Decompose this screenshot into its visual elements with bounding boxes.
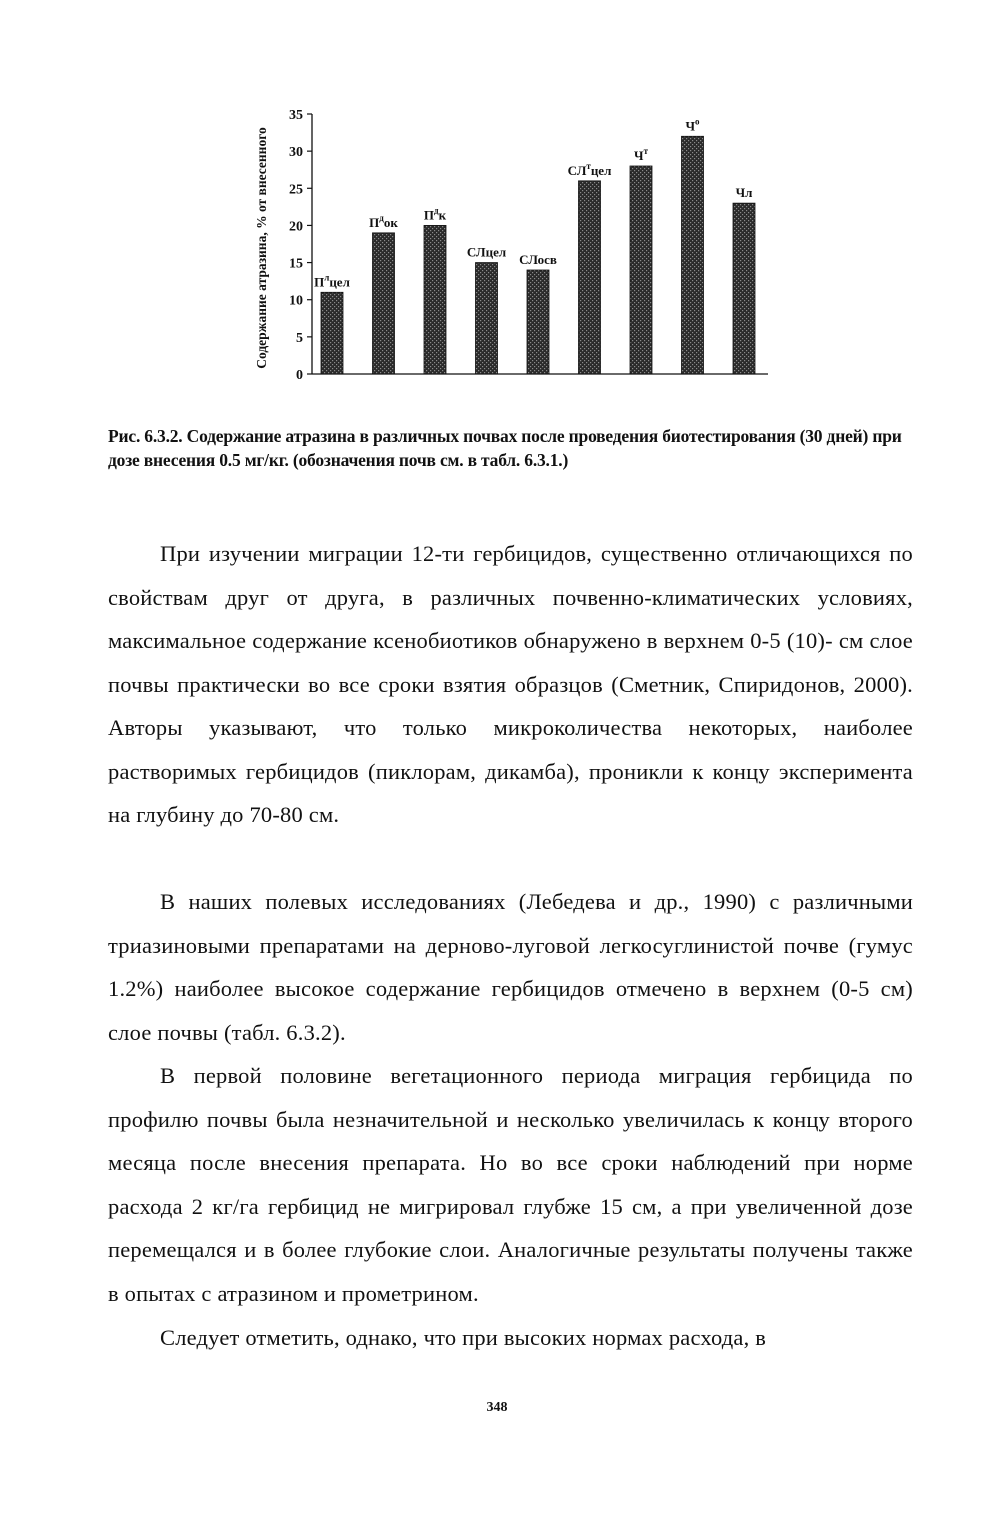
- bar-label-6: $Ч^т$: [634, 146, 648, 163]
- atrazine-bar-chart: [240, 88, 780, 408]
- bar-label-3: СЛцел: [466, 244, 507, 260]
- bar-label-4: СЛосв: [519, 252, 557, 267]
- paragraph-3: В первой половине вегетационного периода миграция гербицида по профилю почвы была незначительной и несколько увеличилась к концу второго месяца после внесения препарата. Но во все сроки наблюдений при норме расхода 2 кг/га гербицид не мигрировал глубже 15 см, а при увеличенной дозе перемещался и в более глубокие слои. Аналогичные результаты получены также в опытах с атразином и прометрином.: [108, 1063, 913, 1306]
- bar-2: [424, 225, 446, 374]
- y-axis-label: Содержание атразина, % от внесенного: [254, 127, 269, 369]
- paragraph-2: В наших полевых исследованиях (Лебедева и др., 1990) с различными триазиновыми препаратами на дерново-луговой легкосуглинистой почве (гумус 1.2%) наиболее высокое содержание гербицидов отмечено в верхнем (0-5 см) слое почвы (табл. 6.3.2).: [108, 889, 913, 1045]
- y-tick-label: 30: [289, 145, 303, 161]
- y-tick-label: 35: [289, 108, 303, 123]
- bar-label-5: $СЛ^тцел$: [567, 160, 612, 178]
- bar-5: [579, 181, 601, 374]
- bar-8: [733, 203, 755, 374]
- bar-label-2: $П^дк$: [423, 205, 447, 223]
- y-tick-label: 25: [289, 182, 303, 198]
- y-tick-label: 0: [296, 368, 303, 383]
- y-tick-label: 20: [289, 219, 303, 235]
- y-tick-label: 15: [289, 256, 303, 272]
- bar-3: [476, 263, 498, 374]
- figure-caption: Рис. 6.3.2. Содержание атразина в различных почвах после проведения биотестирования (30 дней) при дозе внесения 0.5 мг/кг. (обозначения почв см. в табл. 6.3.1.): [108, 426, 902, 470]
- bar-7: [682, 136, 704, 374]
- bar-4: [527, 270, 549, 374]
- bar-label-7: $Ч^о$: [685, 116, 700, 134]
- bar-0: [321, 292, 343, 374]
- bar-label-8: Чл: [735, 185, 753, 201]
- page-number: 348: [486, 1400, 508, 1415]
- bar-label-0: $П^лцел$: [314, 272, 350, 290]
- bar-6: [630, 166, 652, 374]
- paragraph-1: При изучении миграции 12-ти гербицидов, существенно отличающихся по свойствам друг от друга, в различных почвенно-климатических условиях, максимальное содержание ксенобиотиков обнаружено в верхнем 0-5 (10)- см слое почвы практически во все сроки взятия образцов (Сметник, Спиридонов, 2000). Авторы указывают, что только микроколичества некоторых, наиболее растворимых гербицидов (пиклорам, дикамба), проникли к концу эксперимента на глубину до 70-80 см.: [108, 541, 913, 827]
- paragraph-4: Следует отметить, однако, что при высоких нормах расхода, в: [160, 1325, 767, 1350]
- y-tick-label: 10: [289, 293, 303, 309]
- bar-1: [373, 233, 395, 374]
- y-tick-label: 5: [296, 330, 303, 346]
- bar-label-1: $П^док$: [369, 212, 398, 230]
